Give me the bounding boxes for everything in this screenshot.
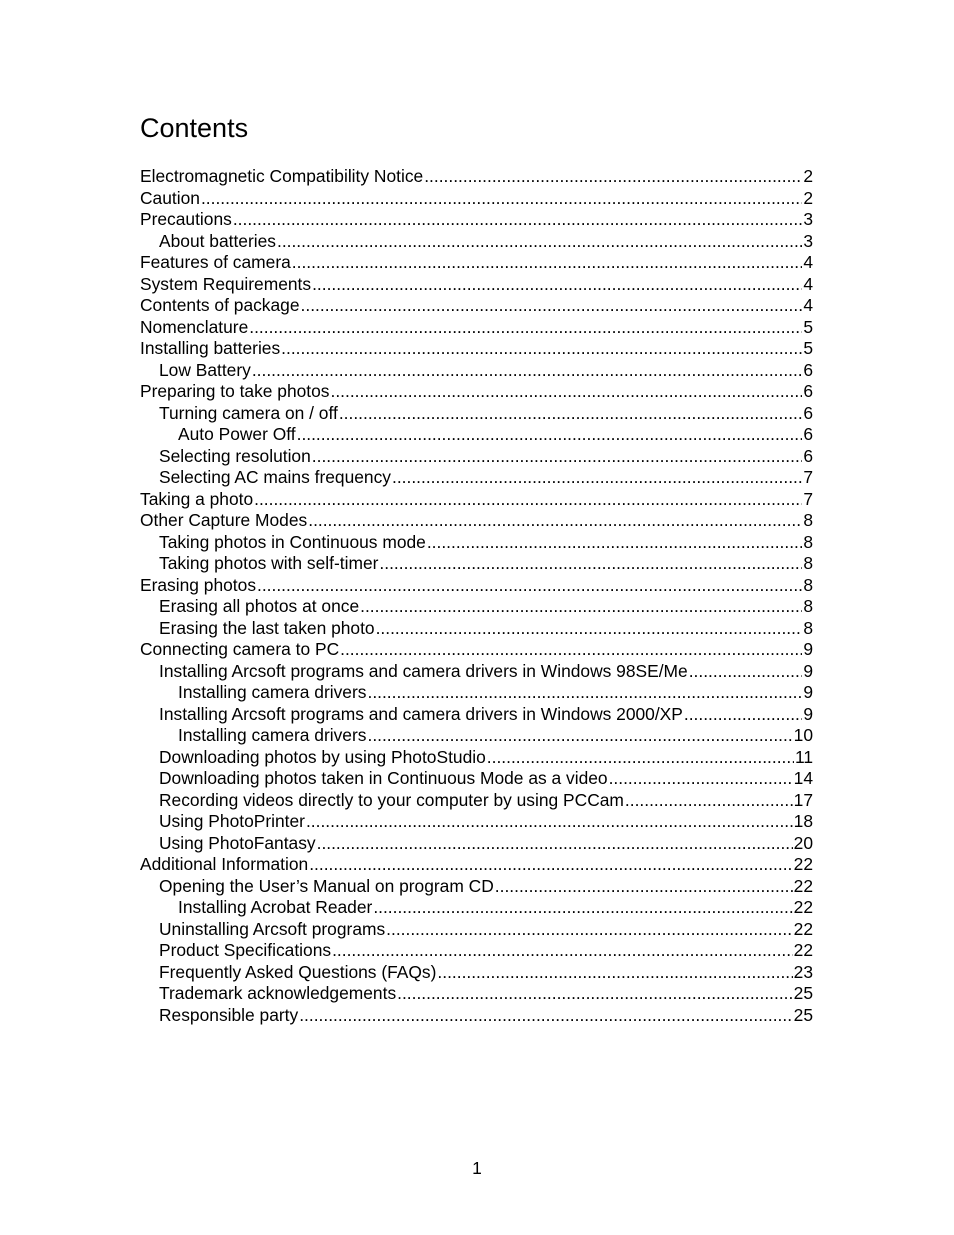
toc-entry[interactable] xyxy=(140,983,813,1005)
toc-entry-title: Erasing all photos at once xyxy=(159,596,360,616)
toc-entry-page: 8 xyxy=(803,531,813,552)
toc-entry-page: 3 xyxy=(803,209,813,229)
toc-dot-leader xyxy=(367,682,802,704)
toc-entry-title: Selecting resolution xyxy=(159,445,311,466)
toc-entry-page: 4 xyxy=(803,273,813,294)
toc-entry-title: Installing Arcsoft programs and camera drivers in Windows 98SE/Me xyxy=(159,660,688,681)
toc-entry-page: 4 xyxy=(803,295,813,315)
toc-entry-title: Installing camera drivers xyxy=(178,725,367,745)
toc-entry-page: 20 xyxy=(793,832,813,853)
toc-entry-page: 9 xyxy=(803,703,813,724)
toc-dot-leader xyxy=(257,575,802,597)
toc-dot-leader xyxy=(312,274,802,296)
toc-entry-page: 6 xyxy=(803,402,813,423)
toc-dot-leader xyxy=(376,618,803,640)
toc-entry-title: Using PhotoPrinter xyxy=(159,811,305,831)
toc-entry[interactable] xyxy=(140,768,813,790)
toc-dot-leader xyxy=(301,295,803,317)
toc-entry-title: Electromagnetic Compatibility Notice xyxy=(140,166,424,186)
toc-entry[interactable] xyxy=(140,252,813,274)
toc-dot-leader xyxy=(360,596,802,618)
toc-entry[interactable] xyxy=(140,1005,813,1027)
toc-entry[interactable] xyxy=(140,209,813,231)
toc-entry-page: 6 xyxy=(803,424,813,444)
toc-entry[interactable] xyxy=(140,510,813,532)
toc-dot-leader xyxy=(379,553,802,575)
toc-entry[interactable] xyxy=(140,295,813,317)
page-number: 1 xyxy=(472,1158,482,1178)
toc-entry-page: 25 xyxy=(793,983,813,1003)
toc-entry-title: Taking photos with self-timer xyxy=(159,553,379,573)
toc-entry[interactable] xyxy=(140,274,813,296)
toc-entry[interactable] xyxy=(140,940,813,962)
toc-dot-leader xyxy=(684,704,802,726)
toc-dot-leader xyxy=(309,854,792,876)
toc-dot-leader xyxy=(254,489,802,511)
toc-dot-leader xyxy=(689,661,803,683)
toc-entry-page: 10 xyxy=(793,725,813,745)
toc-entry-title: Precautions xyxy=(140,209,232,229)
toc-entry-title: Auto Power Off xyxy=(178,424,296,444)
toc-dot-leader xyxy=(392,467,802,489)
toc-entry[interactable] xyxy=(140,876,813,898)
toc-entry-page: 22 xyxy=(793,875,813,896)
toc-entry-page: 8 xyxy=(803,510,813,530)
toc-entry[interactable] xyxy=(140,553,813,575)
toc-dot-leader xyxy=(625,790,793,812)
toc-entry-page: 4 xyxy=(803,252,813,272)
toc-entry-page: 5 xyxy=(803,338,813,358)
toc-dot-leader xyxy=(487,747,794,769)
toc-entry-title: Additional Information xyxy=(140,854,309,874)
toc-entry[interactable] xyxy=(140,639,813,661)
toc-entry-page: 3 xyxy=(803,230,813,251)
toc-entry[interactable] xyxy=(140,618,813,640)
toc-dot-leader xyxy=(495,876,793,898)
toc-entry[interactable] xyxy=(140,962,813,984)
toc-entry-page: 8 xyxy=(803,617,813,638)
toc-entry-page: 7 xyxy=(803,467,813,487)
toc-entry[interactable] xyxy=(140,725,813,747)
toc-entry-page: 22 xyxy=(793,918,813,939)
toc-dot-leader xyxy=(306,811,793,833)
toc-entry-page: 8 xyxy=(803,553,813,573)
toc-entry-title: Turning camera on / off xyxy=(159,402,338,423)
toc-dot-leader xyxy=(292,252,803,274)
toc-entry[interactable] xyxy=(140,575,813,597)
toc-entry[interactable] xyxy=(140,360,813,382)
toc-entry[interactable] xyxy=(140,231,813,253)
toc-dot-leader xyxy=(340,639,802,661)
toc-entry[interactable] xyxy=(140,188,813,210)
toc-entry[interactable] xyxy=(140,166,813,188)
toc-entry-page: 9 xyxy=(803,682,813,702)
toc-entry-title: Using PhotoFantasy xyxy=(159,832,316,853)
toc-dot-leader xyxy=(281,338,802,360)
toc-entry[interactable] xyxy=(140,747,813,769)
toc-dot-leader xyxy=(308,510,802,532)
toc-entry-title: Taking a photo xyxy=(140,488,254,509)
toc-entry-title: System Requirements xyxy=(140,273,312,294)
toc-entry[interactable] xyxy=(140,790,813,812)
toc-entry-title: Installing camera drivers xyxy=(178,682,367,702)
toc-entry-title: Other Capture Modes xyxy=(140,510,308,530)
toc-entry-page: 6 xyxy=(803,381,813,401)
toc-entry-page: 6 xyxy=(803,445,813,466)
toc-entry[interactable] xyxy=(140,446,813,468)
toc-entry-page: 8 xyxy=(803,574,813,595)
toc-entry[interactable] xyxy=(140,338,813,360)
toc-entry-title: Selecting AC mains frequency xyxy=(159,467,391,487)
toc-entry[interactable] xyxy=(140,596,813,618)
toc-entry-title: Downloading photos by using PhotoStudio xyxy=(159,746,486,767)
toc-entry-title: About batteries xyxy=(159,230,276,251)
toc-entry-title: Uninstalling Arcsoft programs xyxy=(159,918,386,939)
toc-dot-leader xyxy=(397,983,793,1005)
toc-entry-page: 25 xyxy=(793,1004,813,1025)
toc-entry[interactable] xyxy=(140,317,813,339)
toc-entry[interactable] xyxy=(140,833,813,855)
toc-entry-title: Frequently Asked Questions (FAQs) xyxy=(159,961,437,982)
toc-entry[interactable] xyxy=(140,532,813,554)
toc-entry-page: 22 xyxy=(793,854,813,874)
toc-dot-leader xyxy=(386,919,792,941)
toc-dot-leader xyxy=(437,962,792,984)
toc-entry[interactable] xyxy=(140,682,813,704)
toc-entry-title: Erasing the last taken photo xyxy=(159,617,375,638)
toc-dot-leader xyxy=(249,317,802,339)
page-title: Contents xyxy=(140,113,249,143)
toc-entry-page: 23 xyxy=(793,961,813,982)
toc-entry-title: Erasing photos xyxy=(140,574,257,595)
toc-entry-title: Installing Arcsoft programs and camera drivers in Windows 2000/XP xyxy=(159,703,683,724)
toc-dot-leader xyxy=(252,360,803,382)
toc-entry-title: Trademark acknowledgements xyxy=(159,983,397,1003)
toc-entry[interactable] xyxy=(140,919,813,941)
toc-dot-leader xyxy=(609,768,793,790)
toc-entry-page: 11 xyxy=(794,746,813,767)
toc-entry-title: Installing batteries xyxy=(140,338,281,358)
toc-dot-leader xyxy=(331,381,803,403)
toc-entry-title: Nomenclature xyxy=(140,316,249,337)
toc-entry-title: Features of camera xyxy=(140,252,291,272)
toc-entry-page: 5 xyxy=(803,316,813,337)
toc-entry[interactable] xyxy=(140,403,813,425)
toc-entry-page: 18 xyxy=(793,811,813,831)
toc-entry-page: 8 xyxy=(803,596,813,616)
toc-entry-title: Preparing to take photos xyxy=(140,381,330,401)
toc-entry[interactable] xyxy=(140,897,813,919)
toc-entry-title: Opening the User’s Manual on program CD xyxy=(159,875,494,896)
table-of-contents xyxy=(140,166,813,1026)
toc-entry-title: Recording videos directly to your computer by using PCCam xyxy=(159,789,624,810)
toc-entry-title: Caution xyxy=(140,187,200,208)
toc-entry-title: Responsible party xyxy=(159,1004,299,1025)
toc-entry-page: 9 xyxy=(803,639,813,659)
toc-dot-leader xyxy=(299,1005,792,1027)
toc-entry-page: 17 xyxy=(793,789,813,810)
toc-dot-leader xyxy=(317,833,793,855)
toc-dot-leader xyxy=(233,209,802,231)
toc-dot-leader xyxy=(201,188,802,210)
toc-entry-page: 7 xyxy=(803,488,813,509)
toc-entry-page: 6 xyxy=(803,359,813,380)
toc-entry-title: Low Battery xyxy=(159,359,251,380)
toc-dot-leader xyxy=(332,940,793,962)
toc-dot-leader xyxy=(297,424,803,446)
toc-entry-page: 22 xyxy=(793,897,813,917)
toc-entry-title: Taking photos in Continuous mode xyxy=(159,531,426,552)
toc-entry-page: 9 xyxy=(803,660,813,681)
toc-entry[interactable] xyxy=(140,854,813,876)
toc-entry-page: 2 xyxy=(803,187,813,208)
toc-dot-leader xyxy=(339,403,802,425)
toc-entry[interactable] xyxy=(140,704,813,726)
toc-dot-leader xyxy=(424,166,802,188)
toc-entry[interactable] xyxy=(140,811,813,833)
toc-dot-leader xyxy=(312,446,803,468)
toc-entry[interactable] xyxy=(140,661,813,683)
toc-entry-title: Installing Acrobat Reader xyxy=(178,897,373,917)
toc-entry-title: Downloading photos taken in Continuous Mode as a video xyxy=(159,768,608,788)
toc-entry-title: Connecting camera to PC xyxy=(140,639,340,659)
toc-dot-leader xyxy=(427,532,803,554)
toc-dot-leader xyxy=(367,725,792,747)
toc-entry[interactable] xyxy=(140,489,813,511)
toc-entry-page: 2 xyxy=(803,166,813,186)
toc-entry-page: 22 xyxy=(793,940,813,960)
toc-entry[interactable] xyxy=(140,467,813,489)
toc-dot-leader xyxy=(277,231,802,253)
toc-entry-title: Contents of package xyxy=(140,295,300,315)
toc-entry[interactable] xyxy=(140,424,813,446)
toc-entry-page: 14 xyxy=(793,768,813,788)
toc-dot-leader xyxy=(373,897,792,919)
toc-entry-title: Product Specifications xyxy=(159,940,332,960)
toc-entry[interactable] xyxy=(140,381,813,403)
